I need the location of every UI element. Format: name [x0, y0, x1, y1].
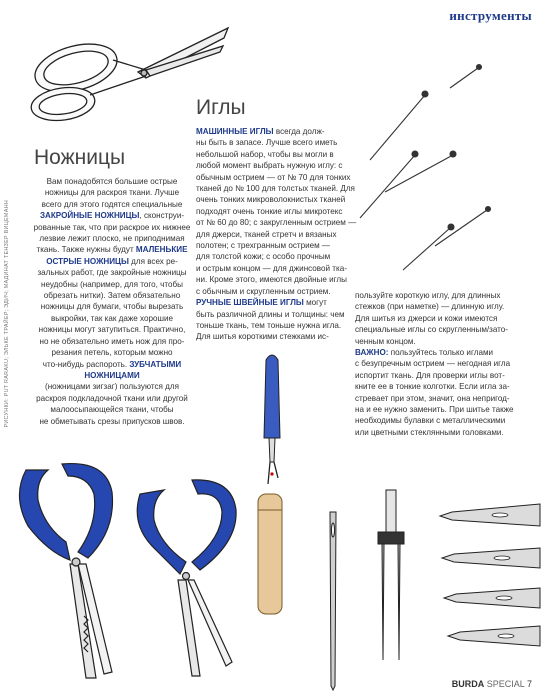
- text-line: ножницы для раскроя ткани. Лучше: [44, 188, 180, 198]
- edition-label: SPECIAL: [486, 679, 525, 689]
- text-line: малоосыпающейся ткани, чтобы: [50, 405, 174, 415]
- text-line: выкройки, так как даже хорошие: [50, 313, 174, 323]
- text-line: испортит ткань. Для проверки иглы вот-: [355, 370, 505, 380]
- text-line: резания петель, которым можно: [51, 348, 173, 358]
- text-line: на и ее нужно заменить. При шитье также: [355, 405, 514, 415]
- machine-needle-point-icon: [444, 588, 540, 608]
- needles-text-column-2: [355, 290, 535, 438]
- text-line: от № 60 до 80; с закругленным острием —: [196, 218, 357, 228]
- text-line: с обычным и скругленным острием.: [196, 286, 331, 296]
- text-line: Для шитья из джерси и кожи имеются: [355, 313, 498, 323]
- machine-needle-point-icon: [448, 626, 540, 646]
- text-line: или цветными стеклянными головками.: [355, 427, 504, 437]
- text-line: МАШИННЫЕ ИГЛЫ всегда долж-: [196, 127, 325, 136]
- text-line: специальные иглы со скругленным/зато-: [355, 325, 508, 335]
- text-line: ножницы для бумаги, чтобы вырезать: [40, 302, 184, 312]
- seam-ripper-icon: [250, 352, 300, 492]
- text-line: ни. Кроме этого, имеются двойные иглы: [196, 275, 347, 285]
- text-line: зальных работ, где закройные ножницы: [37, 268, 187, 278]
- needle-points-group: [440, 496, 540, 656]
- text-line: любой момент выбрать нужную иглу: с: [196, 161, 343, 171]
- text-line: ткань. Также нужны будут МАЛЕНЬКИЕ: [36, 245, 188, 255]
- needle-case-icon: [252, 490, 292, 620]
- text-line: необходимы булавки с металлическими: [355, 416, 506, 426]
- text-line: для толстой кожи; с особо прочным: [196, 252, 331, 262]
- text-line: что-нибудь распороть. ЗУБЧАТЫМИ: [42, 359, 182, 369]
- text-line: тоньше ткань, тем тоньше нужна игла.: [196, 320, 342, 330]
- text-line: для джерси, тканей стретч и вязаных: [196, 229, 337, 239]
- text-line: очень тонких микроволокнистых тканей: [196, 195, 346, 205]
- twin-machine-needle-icon: [368, 488, 418, 668]
- text-line: ченным концом.: [355, 336, 416, 346]
- text-line: небольшой набор, чтобы вы могли в: [196, 149, 334, 159]
- machine-needle-point-icon: [442, 548, 540, 568]
- pin-icon: [360, 151, 418, 218]
- text-line: тканей до № 100 для толстых тканей. Для: [196, 184, 355, 194]
- hand-needle-icon: [318, 510, 348, 690]
- text-line: не обметывать срезы припусков швов.: [39, 416, 185, 426]
- text-line: стежков (при наметке) — длинную иглу.: [355, 302, 505, 312]
- text-line: всего для этого годятся специальные: [41, 199, 183, 209]
- text-line: но не обязательно иметь нож для про-: [39, 336, 185, 346]
- text-line: РУЧНЫЕ ШВЕЙНЫЕ ИГЛЫ могут: [196, 298, 327, 308]
- needles-text-column-1: [196, 126, 358, 343]
- page-number: 7: [526, 679, 532, 689]
- text-line: НОЖНИЦАМИ: [84, 370, 140, 380]
- text-line: стревает при этом, значит, она непригод-: [355, 393, 510, 403]
- machine-needle-point-icon: [440, 504, 540, 526]
- pin-icon: [370, 91, 428, 160]
- scissors-section-title: Ножницы: [34, 146, 126, 169]
- text-line: Вам понадобятся большие острые: [46, 177, 178, 186]
- text-line: неудобны (например, для того, чтобы: [41, 279, 183, 289]
- needles-section-title: Иглы: [196, 96, 246, 119]
- small-scissors-icon: [130, 470, 250, 680]
- pin-icon: [403, 224, 454, 270]
- text-line: пользуйте короткую иглу, для длинных: [355, 291, 501, 300]
- text-line: и острым концом — для джинсовой тка-: [196, 263, 347, 273]
- text-line: обрезать нитки). Затем обязательно: [43, 291, 181, 301]
- pins-group: [355, 60, 535, 290]
- brand-name: BURDA: [451, 679, 485, 689]
- text-line: ножницы могут затупиться. Практично,: [38, 325, 186, 335]
- text-line: подходят очень тонкие иглы микротекс: [196, 206, 343, 216]
- text-line: (ножницами зигзаг) пользуются для: [45, 382, 179, 392]
- text-line: лезвие лежит плоско, не приподнимая: [39, 234, 185, 244]
- text-line: раскроя подкладочной ткани или другой: [36, 393, 188, 403]
- text-line: с безупречным острием — негодная игла: [355, 359, 511, 369]
- text-line: ны быть в запасе. Лучше всего иметь: [196, 138, 338, 148]
- text-line: кните ее в тонкие колготки. Если игла за-: [355, 382, 510, 392]
- scissors-text-column: [30, 176, 194, 427]
- section-label: инструменты: [449, 8, 532, 23]
- text-line: быть различной длины и толщины: чем: [196, 309, 345, 319]
- text-line: Для шитья короткими стежками ис-: [196, 332, 329, 342]
- page-folio: [452, 679, 532, 689]
- text-line: рованные так, что при раскрое их нижнее: [33, 222, 191, 232]
- pin-icon: [450, 65, 482, 89]
- pinking-shears-icon: [8, 456, 138, 686]
- text-line: обычным острием — от № 70 для тонких: [196, 172, 351, 182]
- text-line: полотен; с трехгранным острием —: [196, 241, 331, 251]
- text-line: ОСТРЫЕ НОЖНИЦЫ для всех ре-: [46, 256, 178, 266]
- text-line: ЗАКРОЙНЫЕ НОЖНИЦЫ, сконструи-: [39, 211, 185, 221]
- pin-icon: [435, 207, 491, 247]
- text-line: ВАЖНО: пользуйтесь только иглами: [355, 348, 494, 358]
- pin-icon: [385, 151, 456, 192]
- illustration-credit: РИСУНКИ: PUT RARAKU; ЭЛЬКЕ ТРАЙЕР; ЭДИЧ; МАДИНАТ ТЕНЗЕР ВИЦЕМАНН: [4, 200, 10, 428]
